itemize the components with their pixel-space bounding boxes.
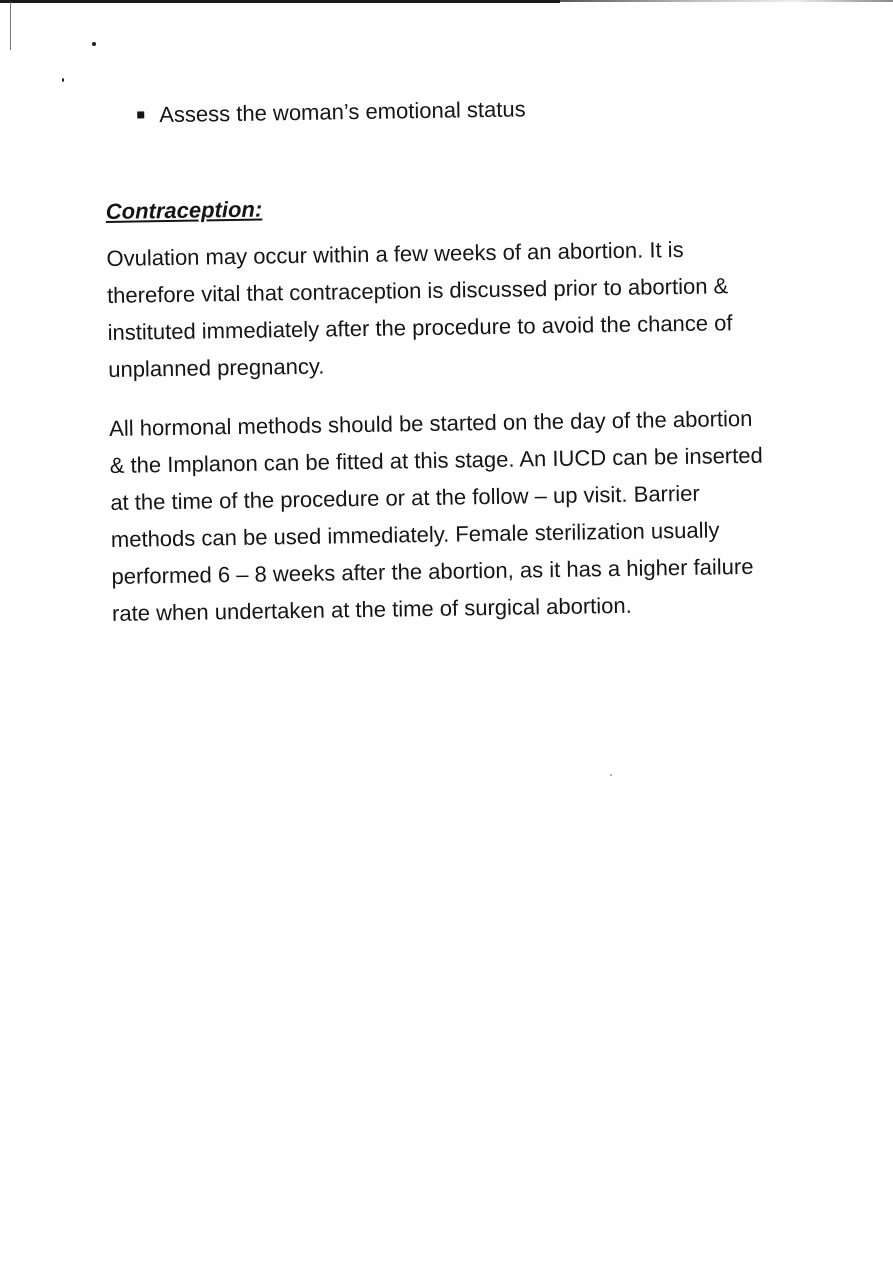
paragraph: All hormonal methods should be started on the day of the abortion & the Implanon can be fitted at this stage. An IUCD can be inserted at the time of the procedure or at the follow – up visit. Barrier methods can be used immediately. Female sterilization usually performed 6 – 8 weeks after the abortion, as it has a higher failure rate when undertaken at the time of surgical abortion. bbox=[108, 405, 763, 626]
section-heading: Contraception: bbox=[105, 196, 263, 224]
document-body bbox=[104, 90, 773, 654]
list-item bbox=[159, 90, 764, 131]
scan-left-edge bbox=[10, 2, 11, 50]
square-bullet-icon bbox=[137, 111, 144, 118]
scan-edge-line-fade bbox=[560, 0, 893, 2]
scan-speck bbox=[62, 78, 64, 82]
list-item-text: Assess the woman’s emotional status bbox=[159, 96, 526, 128]
scan-speck bbox=[610, 774, 612, 776]
paragraph: Ovulation may occur within a few weeks of an abortion. It is therefore vital that contraception is discussed prior to abortion & instituted immediately after the procedure to avoid the chance of unplanned pregnancy. bbox=[106, 236, 733, 382]
scan-edge-line bbox=[0, 0, 560, 3]
scan-speck bbox=[92, 42, 96, 46]
